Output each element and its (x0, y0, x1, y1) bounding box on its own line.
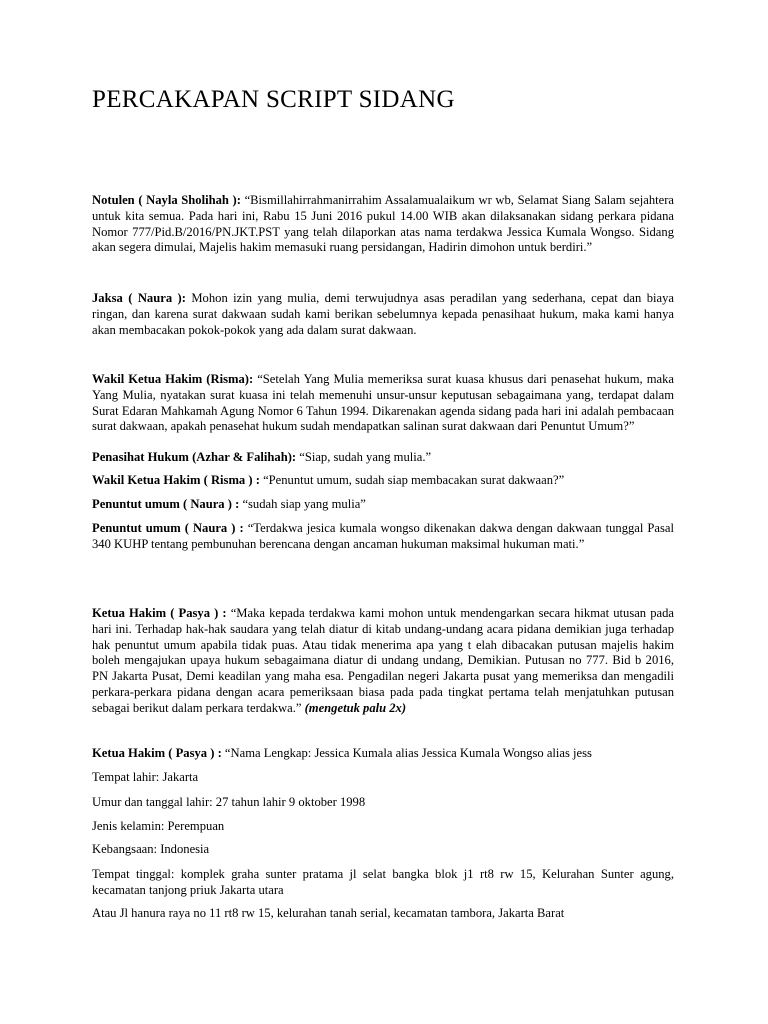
paragraph-wakil-ketua-hakim-2 (92, 473, 674, 489)
speaker-label: Ketua Hakim ( Pasya ) : (92, 746, 222, 760)
speaker-label: Jaksa ( Naura ): (92, 291, 186, 305)
paragraph-text: “Bismillahirrahmanirrahim Assalamualaikum wr wb, Selamat Siang Salam sejahtera untuk kita semua. Pada hari ini, Rabu 15 Juni 2016 pukul 14.00 WIB akan dilaksanakan sidang perkara pidana Nomor 777/Pid.B/2016/PN.JKT.PST yang telah dilaporkan atas nama terdakwa Jessica Kumala Wongso. Sidang akan segera dimulai, Majelis hakim memasuki ruang persidangan, Hadirin dimohon untuk berdiri.” (92, 193, 674, 255)
paragraph-penuntut-umum-2 (92, 521, 674, 553)
paragraph-text: Jenis kelamin: Perempuan (92, 819, 225, 833)
paragraph-text: “Nama Lengkap: Jessica Kumala alias Jessica Kumala Wongso alias jess (221, 746, 592, 760)
field-alamat-alternatif (92, 906, 674, 922)
paragraph-text: “Terdakwa jesica kumala wongso dikenakan dakwa dengan dakwaan tunggal Pasal 340 KUHP tentang pembunuhan berencana dengan ancaman hukuman maksimal hukuman mati.” (92, 521, 674, 551)
field-tempat-lahir (92, 770, 674, 786)
speaker-label: Wakil Ketua Hakim ( Risma ) : (92, 473, 260, 487)
paragraph-text: Mohon izin yang mulia, demi terwujudnya asas peradilan yang sederhana, cepat dan biaya ringan, dan karena surat dakwaan sudah kami berikan sebelumnya kepada penasihaat hukum, maka kami hanya akan membacakan pokok-pokok yang ada dalam surat dakwaan. (92, 291, 674, 337)
paragraph-text: “Setelah Yang Mulia memeriksa surat kuasa khusus dari penasehat hukum, maka Yang Mulia, nyatakan surat kuasa ini telah memenuhi unsur-unsur keputusan sebagaimana yang, terdapat dalam Surat Edaran Mahkamah Agung Nomor 6 Tahun 1994. Dikarenakan agenda sidang pada hari ini adalah pembacaan surat dakwaan, apakah penasehat hukum sudah mendapatkan salinan surat dakwaan dari Penuntut Umum?” (92, 372, 674, 434)
paragraph-penasihat-hukum (92, 450, 674, 466)
paragraph-text: Umur dan tanggal lahir: 27 tahun lahir 9 oktober 1998 (92, 795, 366, 809)
paragraph-wakil-ketua-hakim (92, 372, 674, 435)
paragraph-text: “Siap, sudah yang mulia.” (296, 450, 432, 464)
speaker-label: Notulen ( Nayla Sholihah ): (92, 193, 241, 207)
paragraph-text: “sudah siap yang mulia” (239, 497, 366, 511)
paragraph-ketua-hakim-2 (92, 746, 674, 762)
paragraph-text: Tempat tinggal: komplek graha sunter pratama jl selat bangka blok j1 rt8 rw 15, Kelurahan Sunter agung, kecamatan tanjong priuk Jakarta utara (92, 867, 674, 897)
paragraph-text: Tempat lahir: Jakarta (92, 770, 199, 784)
paragraph-text: Atau Jl hanura raya no 11 rt8 rw 15, kelurahan tanah serial, kecamatan tambora, Jakarta Barat (92, 906, 565, 920)
field-kebangsaan (92, 842, 674, 858)
speaker-label: Penuntut umum ( Naura ) : (92, 497, 240, 511)
paragraph-penuntut-umum (92, 497, 674, 513)
field-umur (92, 795, 674, 811)
speaker-label: Ketua Hakim ( Pasya ) : (92, 606, 227, 620)
speaker-label: Penuntut umum ( Naura ) : (92, 521, 244, 535)
paragraph-ketua-hakim (92, 606, 674, 717)
stage-direction: (mengetuk palu 2x) (301, 700, 407, 715)
paragraph-text: Kebangsaan: Indonesia (92, 842, 210, 856)
speaker-label: Penasihat Hukum (Azhar & Falihah): (92, 450, 297, 464)
field-tempat-tinggal (92, 867, 674, 899)
page-title: PERCAKAPAN SCRIPT SIDANG (92, 86, 455, 113)
paragraph-notulen (92, 193, 674, 256)
field-jenis-kelamin (92, 819, 674, 835)
speaker-label: Wakil Ketua Hakim (Risma): (92, 372, 254, 386)
paragraph-text: “Maka kepada terdakwa kami mohon untuk mendengarkan secara hikmat utusan pada hari ini. Terhadap hak-hak saudara yang telah diatur di kitab undang-undang acara pidana demikian juga terhadap hak penuntut umum apabila tidak puas. Atau tidak menerima apa yang t elah dibacakan putusan majelis hakim boleh mengajukan upaya hukum sebagaimana diatur di undang undang, Demikian. Putusan no 777. Bid b 2016, PN Jakarta Pusat, Demi keadilan yang maha esa. Pengadilan negeri Jakarta pusat yang memeriksa dan mengadili perkara-perkara pidana dengan acara pemeriksaan biasa pada pada tingkat pertama telah menjatuhkan putusan sebagai berikut dalam perkara terdakwa.” (92, 606, 674, 715)
paragraph-text: “Penuntut umum, sudah siap membacakan surat dakwaan?” (259, 473, 565, 487)
paragraph-jaksa (92, 291, 674, 338)
